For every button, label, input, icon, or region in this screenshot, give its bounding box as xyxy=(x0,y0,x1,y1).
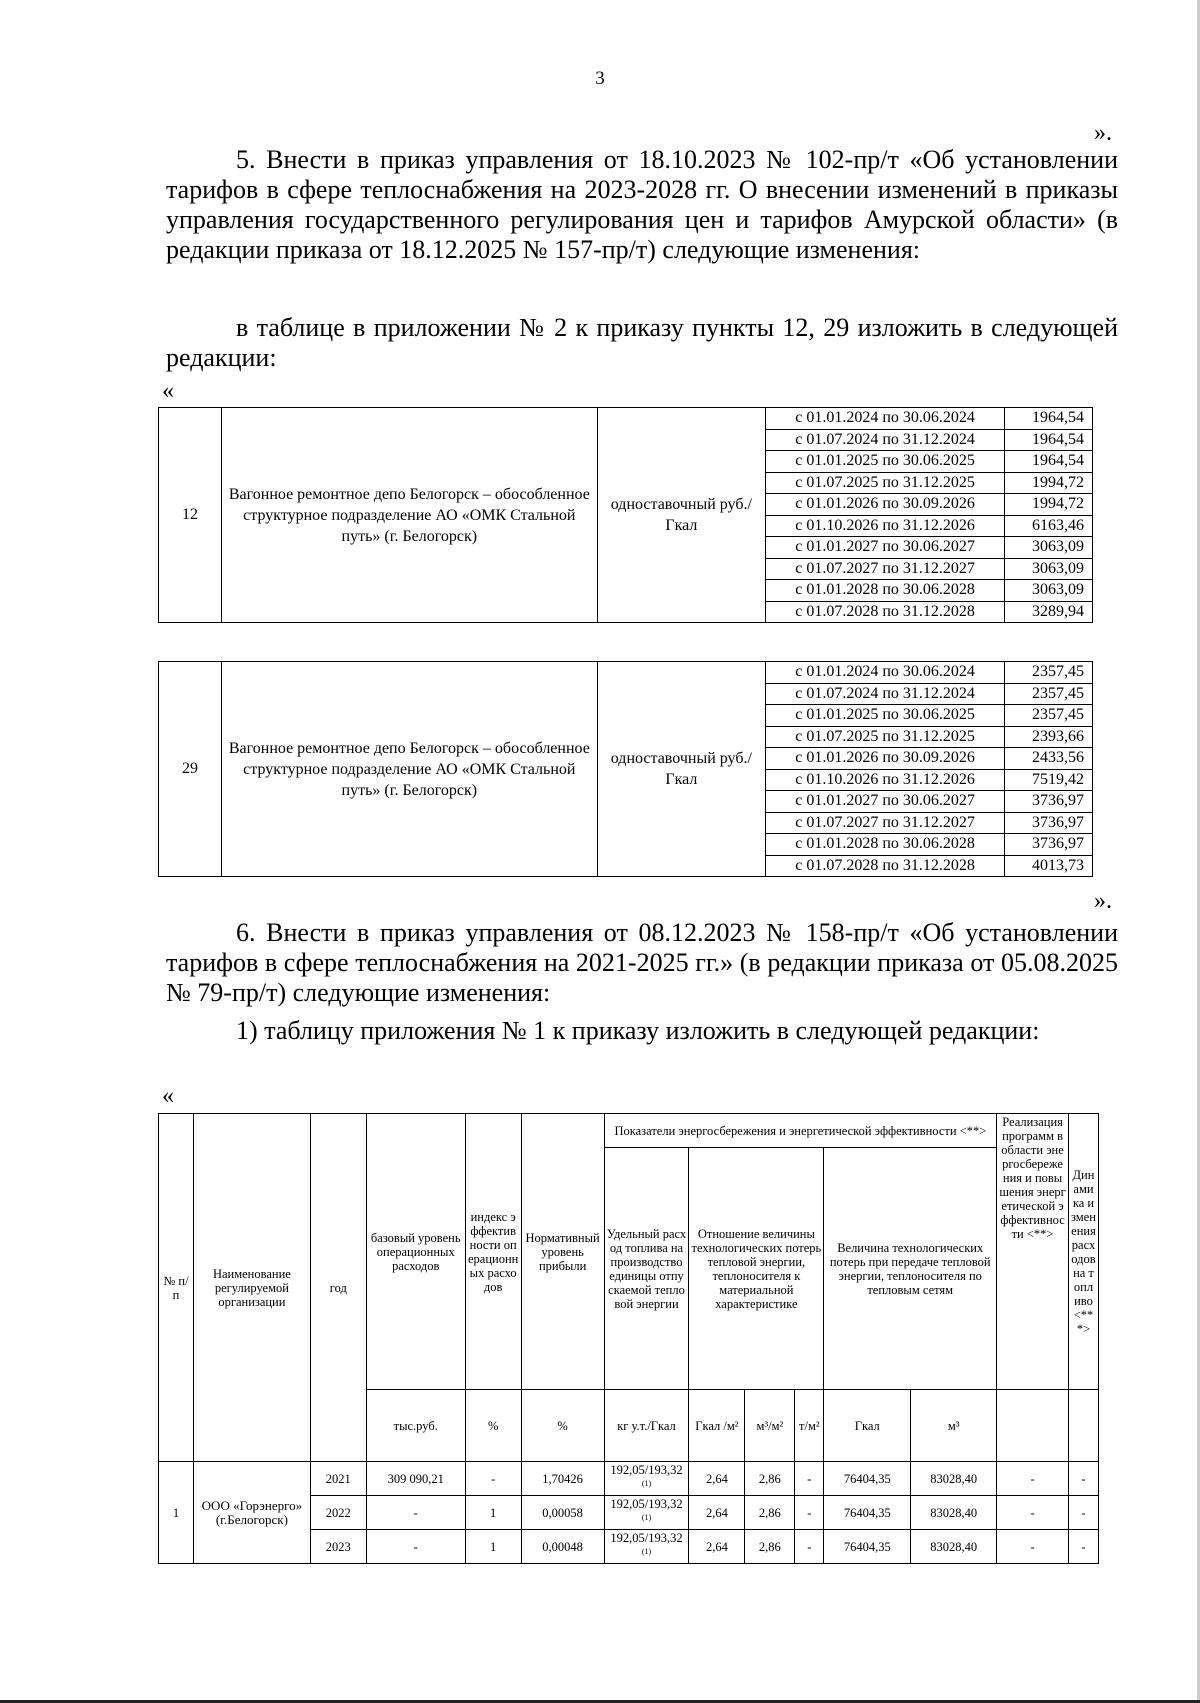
loss-m3: 83028,40 xyxy=(911,1462,997,1496)
profit-level: 1,70426 xyxy=(521,1462,604,1496)
dynamics: - xyxy=(1068,1462,1098,1496)
tariff-value: 1964,54 xyxy=(1005,408,1093,430)
header-index: индекс эффективности операционных расходов xyxy=(465,1114,521,1390)
tariff-value: 7519,42 xyxy=(1005,769,1093,791)
quote-open: « xyxy=(162,1083,174,1109)
row-number: 1 xyxy=(159,1462,194,1564)
organization-name: Вагонное ремонтное депо Белогорск – обособленное структурное подразделение АО «ОМК Стальной путь» (г. Белогорск) xyxy=(222,662,597,877)
loss-m3: 83028,40 xyxy=(911,1496,997,1530)
header-fuel: Удельный расход топлива на производство единицы отпускаемой тепловой энергии xyxy=(604,1148,689,1390)
period: с 01.10.2026 по 31.12.2026 xyxy=(766,515,1005,537)
unit-base: тыс.руб. xyxy=(366,1390,465,1462)
tariff-value: 3736,97 xyxy=(1005,791,1093,813)
unit-loss2: м³ xyxy=(911,1390,997,1462)
period: с 01.01.2026 по 30.09.2026 xyxy=(766,494,1005,516)
tariff-value: 1964,54 xyxy=(1005,451,1093,473)
organization-name: ООО «Горэнерго» (г.Белогорск) xyxy=(193,1462,310,1564)
period: с 01.01.2025 по 30.06.2025 xyxy=(766,451,1005,473)
tariff-type: одноставочный руб./Гкал xyxy=(597,408,766,623)
period: с 01.10.2026 по 31.12.2026 xyxy=(766,769,1005,791)
tariff-value: 3736,97 xyxy=(1005,834,1093,856)
ratio-t: - xyxy=(795,1530,824,1564)
period: с 01.07.2024 по 31.12.2024 xyxy=(766,683,1005,705)
tariff-type: одноставочный руб./Гкал xyxy=(597,662,766,877)
page-number: 3 xyxy=(595,68,605,89)
base-cost: 309 090,21 xyxy=(366,1462,465,1496)
efficiency-index: 1 xyxy=(465,1530,521,1564)
profit-level: 0,00048 xyxy=(521,1530,604,1564)
ratio-t: - xyxy=(795,1496,824,1530)
period: с 01.01.2028 по 30.06.2028 xyxy=(766,834,1005,856)
tariff-row xyxy=(159,662,1093,684)
tariff-value: 4013,73 xyxy=(1005,855,1093,877)
loss-gcal: 76404,35 xyxy=(824,1462,911,1496)
program: - xyxy=(997,1530,1069,1564)
header-energy-group: Показатели энергосбережения и энергетической эффективности <**> xyxy=(604,1114,997,1148)
base-cost: - xyxy=(366,1496,465,1530)
indicators-table xyxy=(158,1113,1099,1564)
ratio-gcal: 2,64 xyxy=(689,1496,745,1530)
unit-loss1: Гкал xyxy=(824,1390,911,1462)
quote-close: ». xyxy=(1094,888,1112,914)
quote-open: « xyxy=(162,378,174,404)
tariff-value: 2357,45 xyxy=(1005,662,1093,684)
tariff-value: 3289,94 xyxy=(1005,601,1093,623)
header-dynamics: Динамика изменения расходов на топливо <***> xyxy=(1068,1114,1098,1390)
period: с 01.07.2024 по 31.12.2024 xyxy=(766,429,1005,451)
period: с 01.01.2024 по 30.06.2024 xyxy=(766,408,1005,430)
header-num: № п/п xyxy=(159,1114,194,1462)
unit-ratio2: м³/м² xyxy=(745,1390,795,1462)
section-5-text: 5. Внести в приказ управления от 18.10.2023 № 102-пр/т «Об установлении тарифов в сфере теплоснабжения на 2023-2028 гг. О внесении изменений в приказы управления государственного регулирования цен и тарифов Амурской области» (в редакции приказа от 18.12.2025 № 157-пр/т) следующие изменения: xyxy=(166,145,1118,264)
period: с 01.01.2024 по 30.06.2024 xyxy=(766,662,1005,684)
efficiency-index: - xyxy=(465,1462,521,1496)
fuel-value: 192,05/193,32 xyxy=(610,1497,683,1512)
program: - xyxy=(997,1496,1069,1530)
header-profit: Нормативный уровень прибыли xyxy=(521,1114,604,1390)
header-program: Реализация программ в области энергосбережения и повышения энергетической эффективности <**> xyxy=(997,1114,1069,1390)
ratio-gcal: 2,64 xyxy=(689,1462,745,1496)
year: 2022 xyxy=(310,1496,366,1530)
loss-gcal: 76404,35 xyxy=(824,1530,911,1564)
unit-fuel: кг у.т./Гкал xyxy=(604,1390,689,1462)
unit-index: % xyxy=(465,1390,521,1462)
section-6-text: 6. Внести в приказ управления от 08.12.2023 № 158-пр/т «Об установлении тарифов в сфере теплоснабжения на 2021-2025 гг.» (в редакции приказа от 05.08.2025 № 79-пр/т) следующие изменения: xyxy=(166,918,1118,1007)
row-number: 29 xyxy=(159,662,222,877)
header-org: Наименование регулируемой организации xyxy=(193,1114,310,1462)
table-row xyxy=(159,1462,1099,1496)
period: с 01.01.2028 по 30.06.2028 xyxy=(766,580,1005,602)
dynamics: - xyxy=(1068,1530,1098,1564)
organization-name: Вагонное ремонтное депо Белогорск – обособленное структурное подразделение АО «ОМК Стальной путь» (г. Белогорск) xyxy=(222,408,597,623)
unit-program xyxy=(997,1390,1069,1462)
ratio-m3: 2,86 xyxy=(745,1462,795,1496)
year: 2021 xyxy=(310,1462,366,1496)
period: с 01.07.2025 по 31.12.2025 xyxy=(766,726,1005,748)
loss-gcal: 76404,35 xyxy=(824,1496,911,1530)
section-5-sub: в таблице в приложении № 2 к приказу пункты 12, 29 изложить в следующей редакции: xyxy=(166,313,1118,372)
header-ratio: Отношение величины технологических потерь тепловой энергии, теплоносителя к материальной характеристике xyxy=(689,1148,824,1390)
header-base: базовый уровень операционных расходов xyxy=(366,1114,465,1390)
dynamics: - xyxy=(1068,1496,1098,1530)
unit-ratio3: т/м² xyxy=(795,1390,824,1462)
tariff-value: 2433,56 xyxy=(1005,748,1093,770)
fuel-footnote: (1) xyxy=(641,1547,652,1557)
period: с 01.01.2025 по 30.06.2025 xyxy=(766,705,1005,727)
period: с 01.01.2027 по 30.06.2027 xyxy=(766,537,1005,559)
period: с 01.01.2026 по 30.09.2026 xyxy=(766,748,1005,770)
period: с 01.07.2028 по 31.12.2028 xyxy=(766,601,1005,623)
tariff-table-29 xyxy=(158,661,1093,877)
tariff-value: 3063,09 xyxy=(1005,537,1093,559)
fuel-rate xyxy=(604,1530,689,1564)
header-losses: Величина технологических потерь при передаче тепловой энергии, теплоносителя по тепловым сетям xyxy=(824,1148,997,1390)
unit-profit: % xyxy=(521,1390,604,1462)
tariff-value: 2357,45 xyxy=(1005,683,1093,705)
fuel-rate xyxy=(604,1496,689,1530)
tariff-value: 3063,09 xyxy=(1005,558,1093,580)
fuel-rate xyxy=(604,1462,689,1496)
loss-m3: 83028,40 xyxy=(911,1530,997,1564)
quote-close: ». xyxy=(1094,120,1112,146)
row-number: 12 xyxy=(159,408,222,623)
tariff-table-12 xyxy=(158,407,1093,623)
tariff-value: 3736,97 xyxy=(1005,812,1093,834)
ratio-m3: 2,86 xyxy=(745,1530,795,1564)
efficiency-index: 1 xyxy=(465,1496,521,1530)
fuel-footnote: (1) xyxy=(641,1479,652,1488)
period: с 01.07.2027 по 31.12.2027 xyxy=(766,558,1005,580)
tariff-value: 3063,09 xyxy=(1005,580,1093,602)
tariff-value: 6163,46 xyxy=(1005,515,1093,537)
tariff-row xyxy=(159,408,1093,430)
period: с 01.07.2025 по 31.12.2025 xyxy=(766,472,1005,494)
period: с 01.07.2027 по 31.12.2027 xyxy=(766,812,1005,834)
tariff-value: 2393,66 xyxy=(1005,726,1093,748)
ratio-m3: 2,86 xyxy=(745,1496,795,1530)
tariff-value: 1994,72 xyxy=(1005,472,1093,494)
base-cost: - xyxy=(366,1530,465,1564)
section-6-sub: 1) таблицу приложения № 1 к приказу изложить в следующей редакции: xyxy=(236,1016,1040,1045)
tariff-value: 1994,72 xyxy=(1005,494,1093,516)
ratio-gcal: 2,64 xyxy=(689,1530,745,1564)
unit-dynamics xyxy=(1068,1390,1098,1462)
ratio-t: - xyxy=(795,1462,824,1496)
header-year: год xyxy=(310,1114,366,1462)
unit-ratio1: Гкал /м² xyxy=(689,1390,745,1462)
fuel-value: 192,05/193,32 xyxy=(610,1531,683,1546)
tariff-value: 2357,45 xyxy=(1005,705,1093,727)
period: с 01.01.2027 по 30.06.2027 xyxy=(766,791,1005,813)
year: 2023 xyxy=(310,1530,366,1564)
fuel-footnote: (1) xyxy=(641,1513,652,1523)
period: с 01.07.2028 по 31.12.2028 xyxy=(766,855,1005,877)
tariff-value: 1964,54 xyxy=(1005,429,1093,451)
program: - xyxy=(997,1462,1069,1496)
profit-level: 0,00058 xyxy=(521,1496,604,1530)
fuel-value: 192,05/193,32 xyxy=(610,1463,683,1477)
